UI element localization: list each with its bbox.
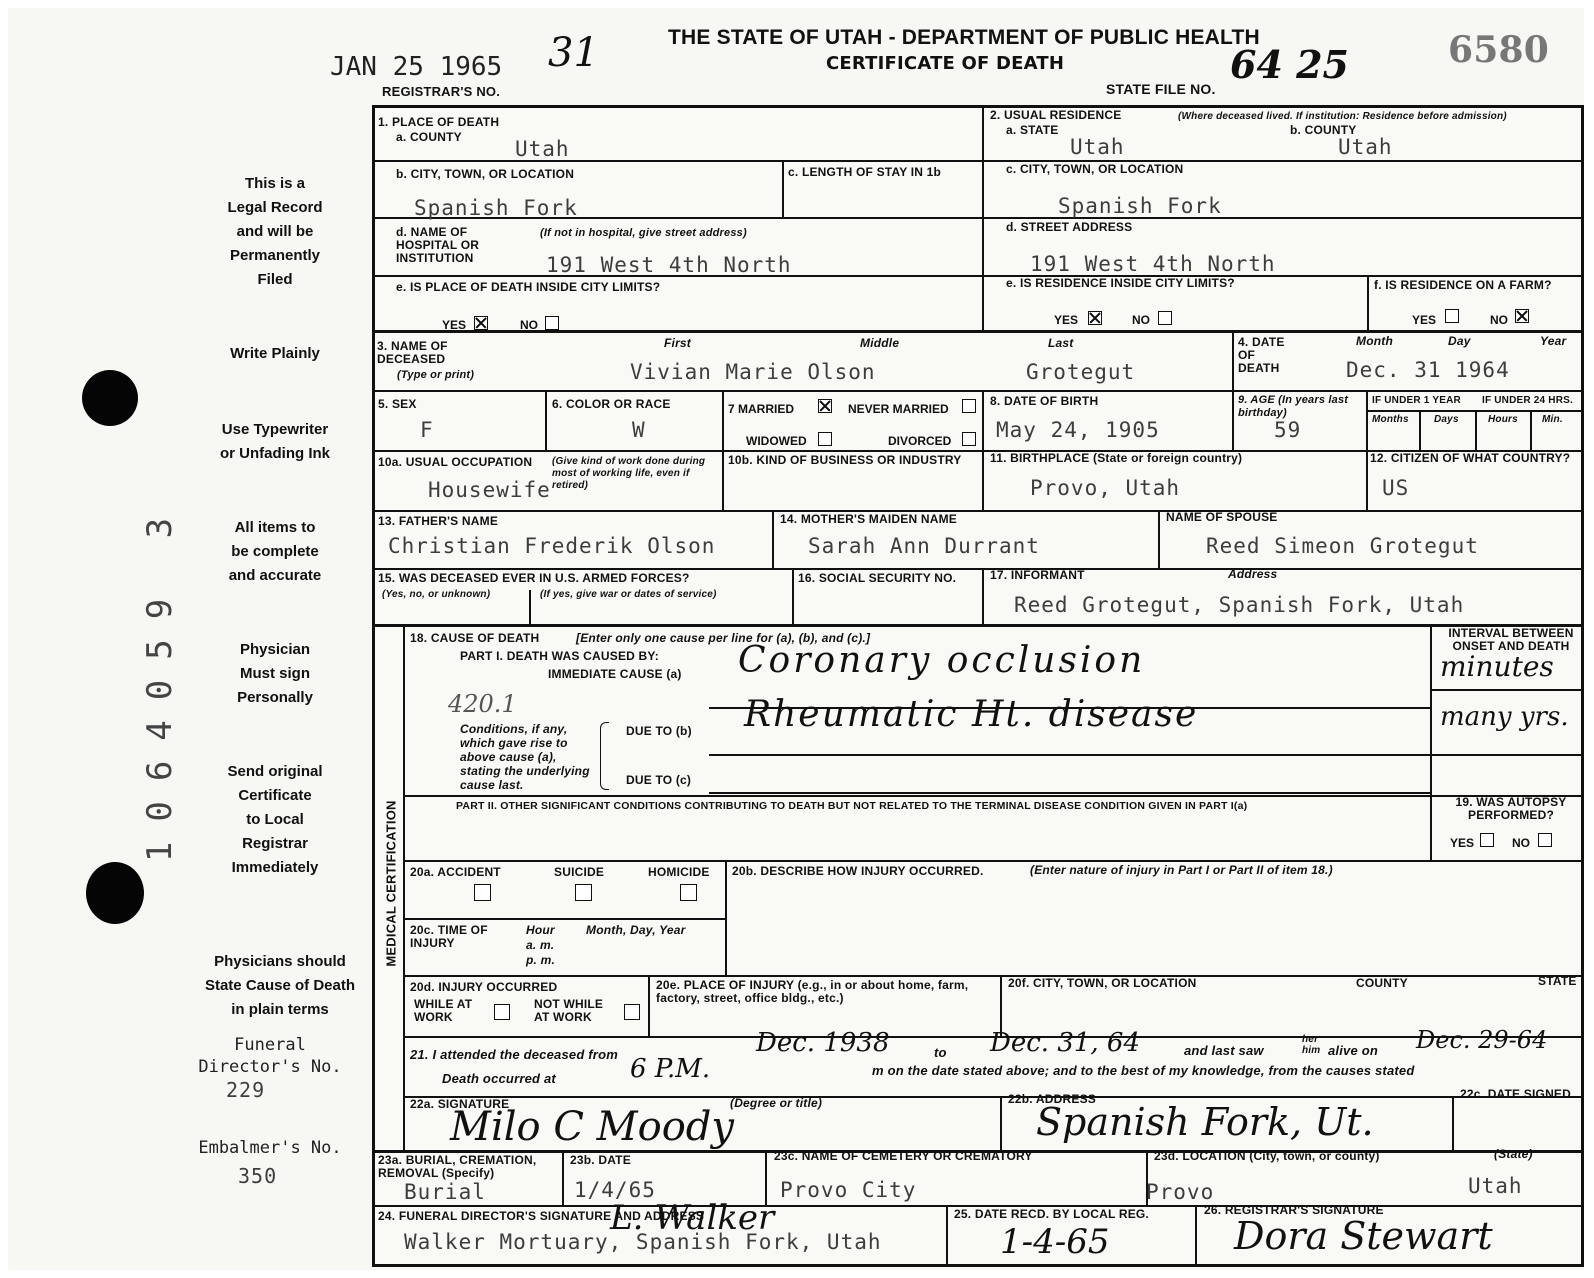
label-sex: 5. SEX <box>378 397 417 411</box>
value-registrar-signature: Dora Stewart <box>1234 1214 1493 1258</box>
label-date-of-death: 4. DATE OF DEATH <box>1238 335 1285 375</box>
label-describe-injury: 20b. DESCRIBE HOW INJURY OCCURRED. <box>732 864 984 878</box>
divider <box>709 754 1430 756</box>
serial-number: 1064059 3 <box>140 497 180 863</box>
value-attended-from: Dec. 1938 <box>756 1028 890 1058</box>
stamp-date: JAN 25 1965 <box>330 52 503 82</box>
label-immediate-cause: IMMEDIATE CAUSE (a) <box>548 667 682 681</box>
label-hour: Hour <box>526 923 555 937</box>
label-armed-note-2: (If yes, give war or dates of service) <box>540 589 717 600</box>
label-residence-note: (Where deceased lived. If institution: Residence before admission) <box>1178 111 1507 122</box>
label-am: a. m. <box>526 938 555 952</box>
label-social-security: 16. SOCIAL SECURITY NO. <box>798 571 957 585</box>
label-armed-forces: 15. WAS DECEASED EVER IN U.S. ARMED FORCES? <box>378 571 690 585</box>
value-name: Vivian Marie Olson <box>630 360 876 384</box>
divider <box>372 510 1584 512</box>
label-cemetery: 23c. NAME OF CEMETERY OR CREMATORY <box>774 1149 1033 1163</box>
label-birthplace: 11. BIRTHPLACE (State or foreign country) <box>990 451 1243 465</box>
label-death-city-limits: e. IS PLACE OF DEATH INSIDE CITY LIMITS? <box>396 280 661 294</box>
state-title: THE STATE OF UTAH - DEPARTMENT OF PUBLIC HEALTH <box>668 26 1260 49</box>
divider <box>403 860 1584 862</box>
sidebar-physician: Physician Must sign Personally <box>237 641 313 706</box>
value-occupation: Housewife <box>428 478 551 502</box>
label-part-2: PART II. OTHER SIGNIFICANT CONDITIONS CONTRIBUTING TO DEATH BUT NOT RELATED TO THE TERMINAL DISEASE CONDITION GIVEN IN PART I(a) <box>456 800 1248 812</box>
label-signature: 22a. SIGNATURE <box>410 1097 510 1111</box>
label-name-of-deceased: 3. NAME OF DECEASED <box>377 339 448 366</box>
checkbox-res-city-yes[interactable] <box>1088 311 1102 325</box>
label-never-married: NEVER MARRIED <box>848 402 949 416</box>
punch-hole-top <box>82 370 138 426</box>
funeral-director-label: Funeral Director's No. <box>198 1035 342 1077</box>
divider <box>765 1150 767 1205</box>
value-date-received: 1-4-65 <box>1000 1222 1110 1262</box>
divider <box>562 1150 564 1205</box>
label-last: Last <box>1048 336 1074 350</box>
checkbox-divorced[interactable] <box>962 432 976 446</box>
label-part-1: PART I. DEATH WAS CAUSED BY: <box>460 649 659 663</box>
divider <box>1419 410 1421 450</box>
value-death-city: Spanish Fork <box>414 196 578 220</box>
divider <box>982 568 984 624</box>
corner-number: 6580 <box>1448 29 1549 71</box>
certificate-title: CERTIFICATE OF DEATH <box>826 53 1065 74</box>
divider <box>982 105 984 330</box>
label-last-saw: and last saw <box>1184 1043 1264 1058</box>
value-cemetery: Provo City <box>780 1178 917 1202</box>
label-res-city-limits: e. IS RESIDENCE INSIDE CITY LIMITS? <box>1006 276 1235 290</box>
label-length-of-stay: c. LENGTH OF STAY IN 1b <box>788 165 942 179</box>
label-yes: YES <box>1054 313 1079 327</box>
label-cause-note: [Enter only one cause per line for (a), (b), and (c).] <box>576 631 871 645</box>
divider <box>372 390 1584 392</box>
label-informant: 17. INFORMANT <box>990 568 1085 582</box>
label-due-to-c: DUE TO (c) <box>626 773 692 787</box>
brace <box>600 722 609 790</box>
value-citizen: US <box>1382 476 1410 500</box>
punch-hole-bottom <box>86 862 144 924</box>
divider <box>982 390 984 510</box>
label-res-street: d. STREET ADDRESS <box>1006 220 1133 234</box>
label-yes: YES <box>1450 836 1475 850</box>
divider <box>529 590 531 624</box>
divider <box>1367 275 1369 330</box>
value-birth-date: May 24, 1905 <box>996 418 1160 442</box>
label-death-city: b. CITY, TOWN, OR LOCATION <box>396 167 575 181</box>
divider <box>772 510 774 568</box>
label-place-of-injury: 20e. PLACE OF INJURY (e.g., in or about home, farm, factory, street, office bldg., etc.) <box>656 978 969 1005</box>
label-min: Min. <box>1542 414 1563 425</box>
registrar-no-value: 31 <box>548 30 599 76</box>
value-burial: Burial <box>404 1180 486 1204</box>
value-age: 59 <box>1274 418 1302 442</box>
label-first: First <box>664 336 692 350</box>
label-armed-note-1: (Yes, no, or unknown) <box>382 589 491 600</box>
label-yes: YES <box>1412 313 1437 327</box>
checkbox-farm-yes[interactable] <box>1445 309 1459 323</box>
label-widowed: WIDOWED <box>746 434 807 448</box>
divider <box>1000 1096 1002 1150</box>
label-interval: INTERVAL BETWEEN ONSET AND DEATH <box>1448 626 1574 653</box>
checkbox-while-at-work[interactable] <box>494 1004 510 1020</box>
label-cause-of-death: 18. CAUSE OF DEATH <box>410 631 540 645</box>
label-under-24-hrs: IF UNDER 24 HRS. <box>1482 395 1573 406</box>
divider <box>1366 390 1368 510</box>
label-suicide: SUICIDE <box>554 865 605 879</box>
funeral-director-no: 229 <box>226 1078 266 1102</box>
label-knowledge: m on the date stated above; and to the best of my knowledge, from the causes stated <box>872 1063 1415 1078</box>
value-informant: Reed Grotegut, Spanish Fork, Utah <box>1014 593 1465 617</box>
checkbox-death-city-yes[interactable] <box>474 316 488 330</box>
label-degree: (Degree or title) <box>730 1096 823 1110</box>
value-attended-to: Dec. 31, 64 <box>990 1028 1141 1058</box>
label-registrar-signature: 26. REGISTRAR'S SIGNATURE <box>1204 1203 1384 1217</box>
value-death-time: 6 P.M. <box>630 1054 711 1084</box>
value-death-date: Dec. 31 1964 <box>1346 358 1510 382</box>
label-date-received: 25. DATE RECD. BY LOCAL REG. <box>954 1207 1149 1221</box>
value-physician-signature: Milo C Moody <box>450 1104 734 1150</box>
checkbox-married[interactable] <box>818 399 832 413</box>
value-interval-a: minutes <box>1440 650 1554 683</box>
divider <box>722 450 724 510</box>
divider <box>403 624 405 1150</box>
embalmer-label: Embalmer's No. <box>198 1138 342 1158</box>
label-mother: 14. MOTHER'S MAIDEN NAME <box>780 512 958 526</box>
label-business: 10b. KIND OF BUSINESS OR INDUSTRY <box>728 453 962 467</box>
divider <box>1232 330 1234 450</box>
sidebar-typewriter: Use Typewriter or Unfading Ink <box>220 421 330 462</box>
label-occupation: 10a. USUAL OCCUPATION <box>378 455 533 469</box>
label-date-of-birth: 8. DATE OF BIRTH <box>990 394 1099 408</box>
label-month-day-year: Month, Day, Year <box>586 923 686 937</box>
divider <box>1158 510 1160 568</box>
label-burial-date: 23b. DATE <box>570 1153 631 1167</box>
label-burial: 23a. BURIAL, CREMATION, REMOVAL (Specify) <box>378 1153 537 1180</box>
value-funeral-director: Walker Mortuary, Spanish Fork, Utah <box>404 1230 882 1254</box>
divider <box>1452 1096 1454 1150</box>
divider <box>725 860 727 975</box>
label-location: 23d. LOCATION (City, town, or county) <box>1154 1149 1380 1163</box>
label-no: NO <box>520 318 538 332</box>
label-pm: p. m. <box>526 953 556 967</box>
registrar-no-label: REGISTRAR'S NO. <box>382 84 501 99</box>
label-hospital: d. NAME OF HOSPITAL OR INSTITUTION <box>396 225 480 265</box>
embalmer-no: 350 <box>238 1164 278 1188</box>
label-death-occurred-at: Death occurred at <box>442 1071 556 1086</box>
label-days: Days <box>1434 414 1459 425</box>
label-month: Month <box>1356 334 1393 348</box>
value-res-street: 191 West 4th North <box>1030 252 1276 276</box>
value-surname: Grotegut <box>1026 360 1136 384</box>
label-homicide: HOMICIDE <box>648 865 710 879</box>
divider <box>722 390 724 450</box>
label-citizen: 12. CITIZEN OF WHAT COUNTRY? <box>1370 451 1571 465</box>
value-mother: Sarah Ann Durrant <box>808 534 1040 558</box>
checkbox-death-city-no[interactable] <box>545 316 559 330</box>
state-file-label: STATE FILE NO. <box>1106 81 1216 97</box>
value-father: Christian Frederik Olson <box>388 534 716 558</box>
label-funeral-director: 24. FUNERAL DIRECTOR'S SIGNATURE AND ADDRESS <box>378 1209 705 1223</box>
label-usual-residence: 2. USUAL RESIDENCE <box>990 108 1122 122</box>
value-burial-date: 1/4/65 <box>574 1178 656 1202</box>
checkbox-autopsy-yes[interactable] <box>1480 833 1494 847</box>
label-no: NO <box>1490 313 1508 327</box>
label-date-signed: 22c. DATE SIGNED <box>1460 1087 1572 1101</box>
label-injury-occurred: 20d. INJURY OCCURRED <box>410 980 558 994</box>
divider <box>1195 1205 1197 1267</box>
label-yes: YES <box>442 318 467 332</box>
divider <box>372 330 1584 333</box>
checkbox-never-married[interactable] <box>962 399 976 413</box>
checkbox-autopsy-no[interactable] <box>1538 833 1552 847</box>
divider <box>372 568 1584 570</box>
label-spouse: NAME OF SPOUSE <box>1166 510 1278 524</box>
divider <box>403 1096 1584 1098</box>
label-divorced: DIVORCED <box>888 434 952 448</box>
label-due-to-b: DUE TO (b) <box>626 724 692 738</box>
value-interval-b: many yrs. <box>1440 702 1569 732</box>
label-under-1-year: IF UNDER 1 YEAR <box>1372 395 1461 406</box>
checkbox-homicide[interactable] <box>680 884 697 901</box>
divider <box>1430 624 1432 860</box>
divider <box>1475 410 1477 450</box>
label-injury-county: COUNTY <box>1356 976 1408 990</box>
label-res-county: b. COUNTY <box>1290 123 1357 137</box>
label-describe-injury-note: (Enter nature of injury in Part I or Part II of item 18.) <box>1030 863 1333 877</box>
value-res-county: Utah <box>1338 135 1393 159</box>
value-physician-address: Spanish Fork, Ut. <box>1036 1100 1374 1144</box>
state-file-value: 64 25 <box>1230 42 1349 87</box>
sidebar-complete: All items to be complete and accurate <box>228 519 322 584</box>
checkbox-farm-no[interactable] <box>1515 309 1529 323</box>
value-race: W <box>632 418 646 442</box>
label-state-paren: (State) <box>1494 1147 1533 1161</box>
divider <box>1000 975 1002 1036</box>
label-middle: Middle <box>860 336 900 350</box>
divider <box>1530 410 1532 450</box>
divider <box>648 975 650 1036</box>
value-spouse: Reed Simeon Grotegut <box>1206 534 1479 558</box>
label-to: to <box>934 1045 947 1060</box>
label-death-county: a. COUNTY <box>396 130 462 144</box>
label-father: 13. FATHER'S NAME <box>378 514 499 528</box>
label-place-of-death: 1. PLACE OF DEATH <box>378 115 500 129</box>
divider <box>946 1205 948 1267</box>
label-not-while-at-work: NOT WHILE AT WORK <box>534 997 604 1024</box>
label-day: Day <box>1448 334 1471 348</box>
value-code: 420.1 <box>448 690 517 718</box>
label-farm: f. IS RESIDENCE ON A FARM? <box>1374 278 1552 292</box>
checkbox-accident[interactable] <box>474 884 491 901</box>
label-age: 9. AGE (In years last birthday) <box>1238 394 1349 419</box>
divider <box>782 160 784 217</box>
value-res-city: Spanish Fork <box>1058 194 1222 218</box>
label-injury-city: 20f. CITY, TOWN, OR LOCATION <box>1008 976 1197 990</box>
label-accident: 20a. ACCIDENT <box>410 865 501 879</box>
label-no: NO <box>1132 313 1150 327</box>
value-location: Provo <box>1146 1180 1215 1204</box>
divider <box>709 792 1430 794</box>
value-death-county: Utah <box>515 137 570 161</box>
checkbox-not-while-at-work[interactable] <box>624 1004 640 1020</box>
value-cause-a: Coronary occlusion <box>738 640 1146 681</box>
label-type-or-print: (Type or print) <box>397 369 475 381</box>
divider <box>1432 754 1584 756</box>
divider <box>372 624 1584 627</box>
divider <box>403 795 1584 797</box>
value-cause-b: Rheumatic Ht. disease <box>744 694 1199 735</box>
label-time-of-injury: 20c. TIME OF INJURY <box>410 923 488 950</box>
divider <box>545 390 547 450</box>
value-last-saw: Dec. 29-64 <box>1416 1026 1548 1054</box>
sidebar-legal-record: This is a Legal Record and will be Permanently Filed <box>227 175 323 288</box>
label-alive-on: alive on <box>1328 1043 1379 1058</box>
label-while-at-work: WHILE AT WORK <box>414 997 473 1024</box>
sidebar-write-plainly: Write Plainly <box>230 345 320 362</box>
value-hospital: 191 West 4th North <box>546 253 792 277</box>
checkbox-widowed[interactable] <box>818 432 832 446</box>
label-year: Year <box>1540 334 1567 348</box>
label-attended: 21. I attended the deceased from <box>410 1047 618 1062</box>
label-conditions: Conditions, if any, which gave rise to above cause (a), stating the underlying cause last. <box>460 722 590 792</box>
label-hospital-note: (If not in hospital, give street address) <box>540 227 747 239</box>
checkbox-suicide[interactable] <box>575 884 592 901</box>
label-injury-state: STATE <box>1538 974 1577 988</box>
value-location-state: Utah <box>1468 1174 1523 1198</box>
sidebar-send-original: Send original Certificate to Local Registrar Immediately <box>227 763 323 876</box>
label-no: NO <box>1512 836 1530 850</box>
divider <box>792 568 794 624</box>
value-birthplace: Provo, Utah <box>1030 476 1181 500</box>
label-married: 7 MARRIED <box>728 402 795 416</box>
value-sex: F <box>420 418 434 442</box>
value-res-state: Utah <box>1070 135 1125 159</box>
checkbox-res-city-no[interactable] <box>1158 311 1172 325</box>
sidebar-state-cause: Physicians should State Cause of Death in plain terms <box>204 953 356 1018</box>
value-funeral-signature: L. Walker <box>610 1198 775 1238</box>
label-res-state: a. STATE <box>1006 123 1059 137</box>
label-hours: Hours <box>1488 414 1518 425</box>
label-physician-address: 22b. ADDRESS <box>1008 1092 1096 1106</box>
label-occupation-note: (Give kind of work done during most of working life, even if retired) <box>552 456 706 491</box>
label-autopsy: 19. WAS AUTOPSY PERFORMED? <box>1455 795 1567 822</box>
label-race: 6. COLOR OR RACE <box>552 397 671 411</box>
label-address: Address <box>1228 567 1278 581</box>
label-her-him: her him <box>1302 1034 1321 1056</box>
label-medical-certification: MEDICAL CERTIFICATION <box>383 800 399 967</box>
label-res-city: c. CITY, TOWN, OR LOCATION <box>1006 162 1184 176</box>
divider <box>1432 689 1584 691</box>
label-months: Months <box>1372 414 1409 425</box>
divider <box>403 918 725 920</box>
